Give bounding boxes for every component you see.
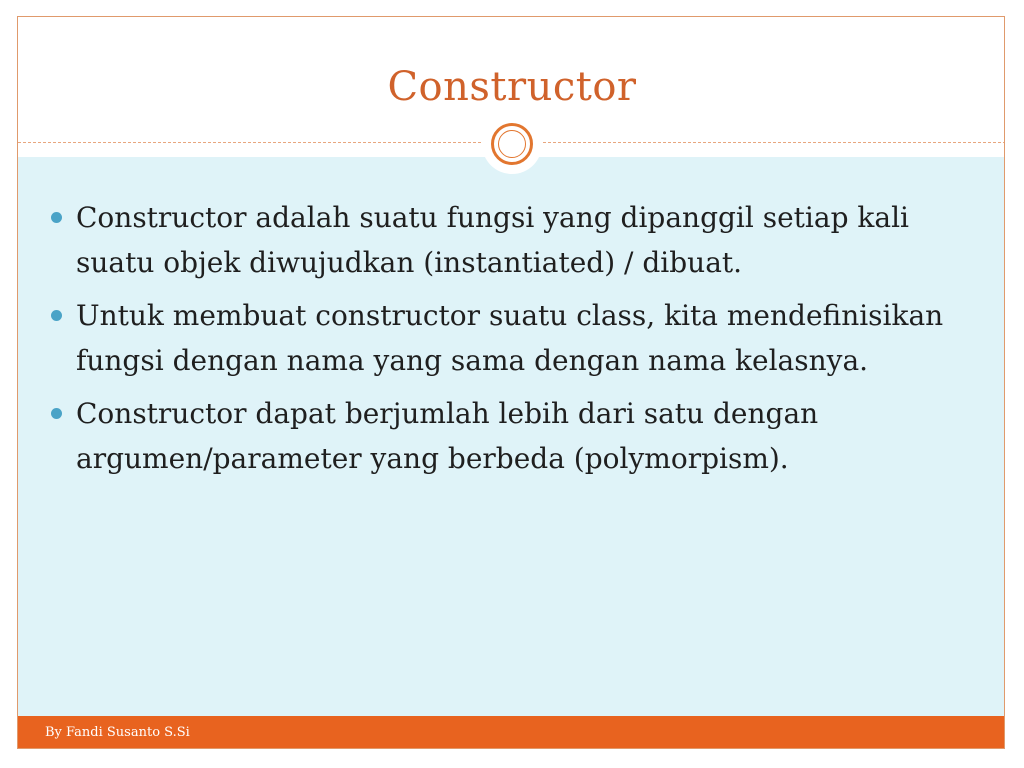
bullet-item (48, 391, 968, 481)
bullet-text: Untuk membuat constructor suatu class, kita mendefinisikan fungsi dengan nama yang sama dengan nama kelasnya. (76, 299, 944, 377)
bullet-text: Constructor dapat berjumlah lebih dari satu dengan argumen/parameter yang berbeda (polymorpism). (76, 397, 819, 475)
bullet-icon (51, 310, 62, 321)
bullet-icon (51, 408, 62, 419)
ornament-outer-ring (491, 123, 533, 165)
double-ring-circle-icon (482, 114, 542, 174)
ornament-inner-ring (498, 130, 526, 158)
bullet-item (48, 293, 968, 383)
bullet-item (48, 195, 968, 285)
footer-bar (18, 716, 1005, 749)
footer-author: By Fandi Susanto S.Si (45, 725, 190, 740)
bullet-icon (51, 212, 62, 223)
slide-title: Constructor (387, 64, 637, 110)
bullet-text: Constructor adalah suatu fungsi yang dipanggil setiap kali suatu objek diwujudkan (instantiated) / dibuat. (76, 201, 909, 279)
bullet-list (48, 195, 968, 489)
slide-frame (17, 16, 1005, 749)
